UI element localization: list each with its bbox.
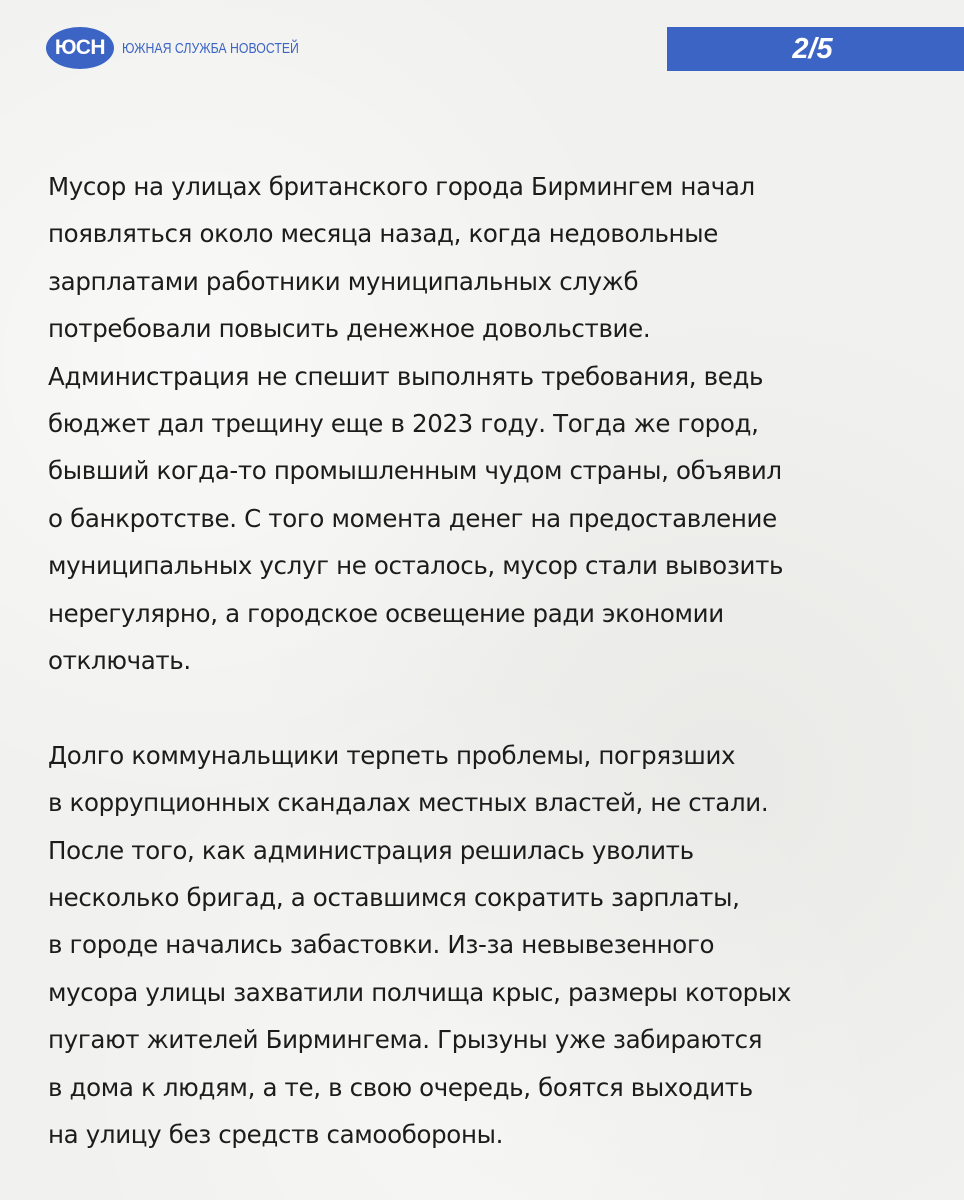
logo-mark: ЮСН — [46, 27, 114, 69]
text-line: в городе начались забастовки. Из-за невывезенного — [48, 930, 715, 960]
text-line: появляться около месяца назад, когда недовольные — [48, 219, 718, 249]
text-line: нерегулярно, а городское освещение ради экономии — [48, 598, 724, 628]
text-line: потребовали повысить денежное довольствие. — [48, 314, 651, 344]
brand-logo[interactable] — [46, 27, 338, 69]
text-line: Администрация не спешит выполнять требования, ведь — [48, 361, 764, 391]
text-line: о банкротстве. С того момента денег на предоставление — [48, 503, 777, 533]
text-line: зарплатами работники муниципальных служб — [48, 266, 639, 296]
text-line: Мусор на улицах британского города Бирмингем начал — [48, 172, 755, 201]
text-line: в дома к людям, а те, в свою очередь, боятся выходить — [48, 1072, 753, 1102]
text-line: несколько бригад, а оставшимся сократить зарплаты, — [48, 883, 740, 913]
text-line: муниципальных услуг не осталось, мусор стали вывозить — [48, 551, 784, 581]
text-line: мусора улицы захватили полчища крыс, размеры которых — [48, 977, 791, 1007]
header — [0, 0, 964, 80]
text-line: пугают жителей Бирмингема. Грызуны уже забираются — [48, 1025, 763, 1055]
text-line: в коррупционных скандалах местных властей, не стали. — [48, 788, 769, 818]
page-indicator-text: 2/5 — [792, 32, 833, 65]
text-line: бывший когда-то промышленным чудом страны, объявил — [48, 456, 782, 486]
article-paragraph-2 — [48, 732, 928, 1159]
text-line: на улицу без средств самообороны. — [48, 1120, 504, 1150]
logo-name: ЮЖНАЯ СЛУЖБА НОВОСТЕЙ — [122, 39, 299, 57]
text-line: Долго коммунальщики терпеть проблемы, погрязших — [48, 740, 736, 770]
text-line: отключать. — [48, 646, 191, 676]
text-line: После того, как администрация решилась уволить — [48, 835, 694, 865]
article-paragraph-1 — [48, 163, 928, 684]
page-indicator-badge — [667, 27, 964, 71]
article-body — [48, 163, 928, 1159]
text-line: бюджет дал трещину еще в 2023 году. Тогда же город, — [48, 409, 759, 439]
